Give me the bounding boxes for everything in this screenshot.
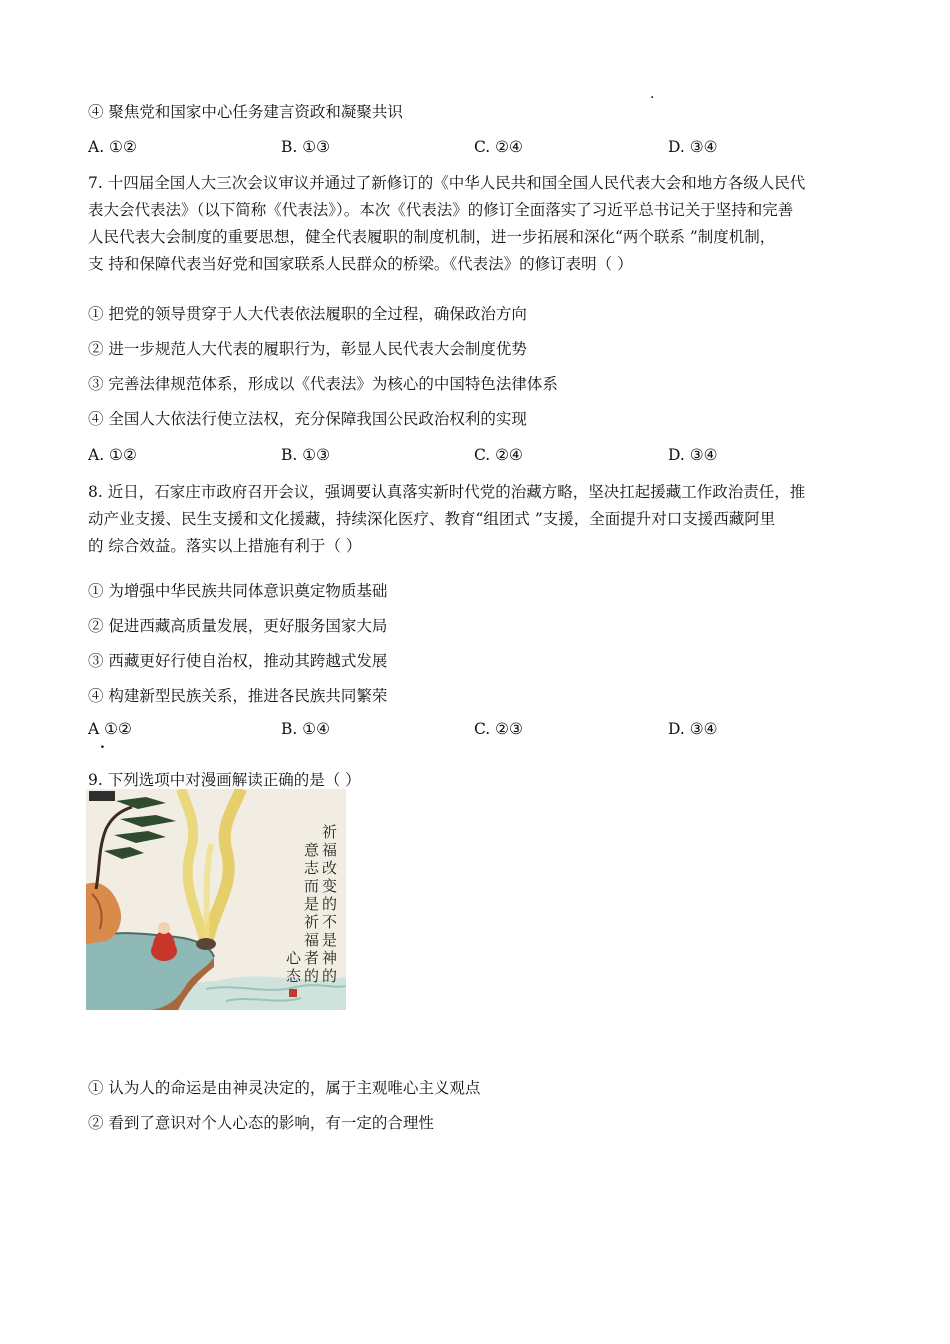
- q7-stem: [88, 170, 863, 278]
- svg-text:福: 福: [304, 931, 320, 949]
- q9-item-1: ① 认为人的命运是由神灵决定的，属于主观唯心主义观点: [88, 1079, 481, 1097]
- cartoon-illustration: [86, 789, 346, 1010]
- q6-option-b[interactable]: B. ①③: [281, 138, 331, 156]
- svg-text:意: 意: [304, 841, 320, 859]
- svg-text:是: 是: [304, 895, 320, 913]
- svg-text:者: 者: [304, 949, 320, 967]
- q8-stem-line: 动产业支援、民生支援和文化援藏，持续深化医疗、教育“组团式 ”支援，全面提升对口支援西藏阿里: [88, 510, 776, 528]
- q7-option-d[interactable]: D. ③④: [668, 446, 718, 464]
- svg-text:变: 变: [322, 877, 338, 895]
- q6-options: [88, 137, 868, 157]
- svg-text:福: 福: [322, 841, 338, 859]
- svg-text:是: 是: [322, 931, 338, 949]
- q8-item-3: ③ 西藏更好行使自治权，推动其跨越式发展: [88, 652, 388, 670]
- q7-stem-line: 支 持和保障代表当好党和国家联系人民群众的桥梁。《代表法》的修订表明（ ）: [88, 255, 633, 273]
- svg-text:的: 的: [322, 967, 338, 985]
- svg-text:改: 改: [322, 859, 338, 877]
- svg-text:神: 神: [322, 949, 338, 967]
- q8-options: [88, 719, 868, 739]
- q7-stem-line: 人民代表大会制度的重要思想，健全代表履职的制度机制，进一步拓展和深化“两个联系 ”制度机制，: [88, 228, 776, 246]
- q8-item-1: ① 为增强中华民族共同体意识奠定物质基础: [88, 582, 388, 600]
- q7-options: [88, 445, 868, 465]
- q7-item-4: ④ 全国人大依法行使立法权，充分保障我国公民政治权利的实现: [88, 410, 527, 428]
- q8-stem-line: 的 综合效益。落实以上措施有利于（ ）: [88, 537, 362, 555]
- q6-option-d[interactable]: D. ③④: [668, 138, 718, 156]
- stray-dot: .: [100, 736, 105, 752]
- q6-option-a[interactable]: A. ①②: [88, 138, 137, 156]
- svg-text:态: 态: [286, 967, 302, 985]
- q8-item-4: ④ 构建新型民族关系，推进各民族共同繁荣: [88, 687, 388, 705]
- svg-text:志: 志: [304, 859, 320, 877]
- q7-option-c[interactable]: C. ②④: [474, 446, 523, 464]
- q7-item-3: ③ 完善法律规范体系，形成以《代表法》为核心的中国特色法律体系: [88, 375, 558, 393]
- q8-stem-line: 8. 近日，石家庄市政府召开会议，强调要认真落实新时代党的治藏方略，坚决扛起援藏工作政治责任，推: [88, 483, 806, 501]
- q8-item-2: ② 促进西藏高质量发展，更好服务国家大局: [88, 617, 388, 635]
- stray-dot: .: [650, 86, 655, 102]
- q9-stem: 9. 下列选项中对漫画解读正确的是（ ）: [88, 771, 361, 789]
- svg-text:祈: 祈: [322, 823, 338, 841]
- svg-text:不: 不: [322, 913, 338, 931]
- svg-text:的: 的: [304, 967, 320, 985]
- q7-item-1: ① 把党的领导贯穿于人大代表依法履职的全过程，确保政治方向: [88, 305, 527, 323]
- q7-stem-line: 表大会代表法》（以下简称《代表法》）。本次《代表法》的修订全面落实了习近平总书记关于坚持和完善: [88, 201, 794, 219]
- q6-option-c[interactable]: C. ②④: [474, 138, 523, 156]
- svg-text:祈: 祈: [304, 913, 320, 931]
- q8-option-a[interactable]: A ①②: [88, 720, 132, 738]
- svg-text:的: 的: [322, 895, 338, 913]
- q8-stem: [88, 479, 863, 560]
- q7-option-b[interactable]: B. ①③: [281, 446, 331, 464]
- svg-text:心: 心: [286, 949, 302, 967]
- q7-option-a[interactable]: A. ①②: [88, 446, 137, 464]
- q7-item-2: ② 进一步规范人大代表的履职行为，彰显人民代表大会制度优势: [88, 340, 527, 358]
- q8-option-d[interactable]: D. ③④: [668, 720, 718, 738]
- q6-item-4: ④ 聚焦党和国家中心任务建言资政和凝聚共识: [88, 103, 403, 121]
- svg-text:而: 而: [304, 877, 320, 895]
- q8-option-b[interactable]: B. ①④: [281, 720, 331, 738]
- q8-option-c[interactable]: C. ②③: [474, 720, 523, 738]
- q9-item-2: ② 看到了意识对个人心态的影响，有一定的合理性: [88, 1114, 434, 1132]
- q7-stem-line: 7. 十四届全国人大三次会议审议并通过了新修订的《中华人民共和国全国人民代表大会和地方各级人民代: [88, 174, 806, 192]
